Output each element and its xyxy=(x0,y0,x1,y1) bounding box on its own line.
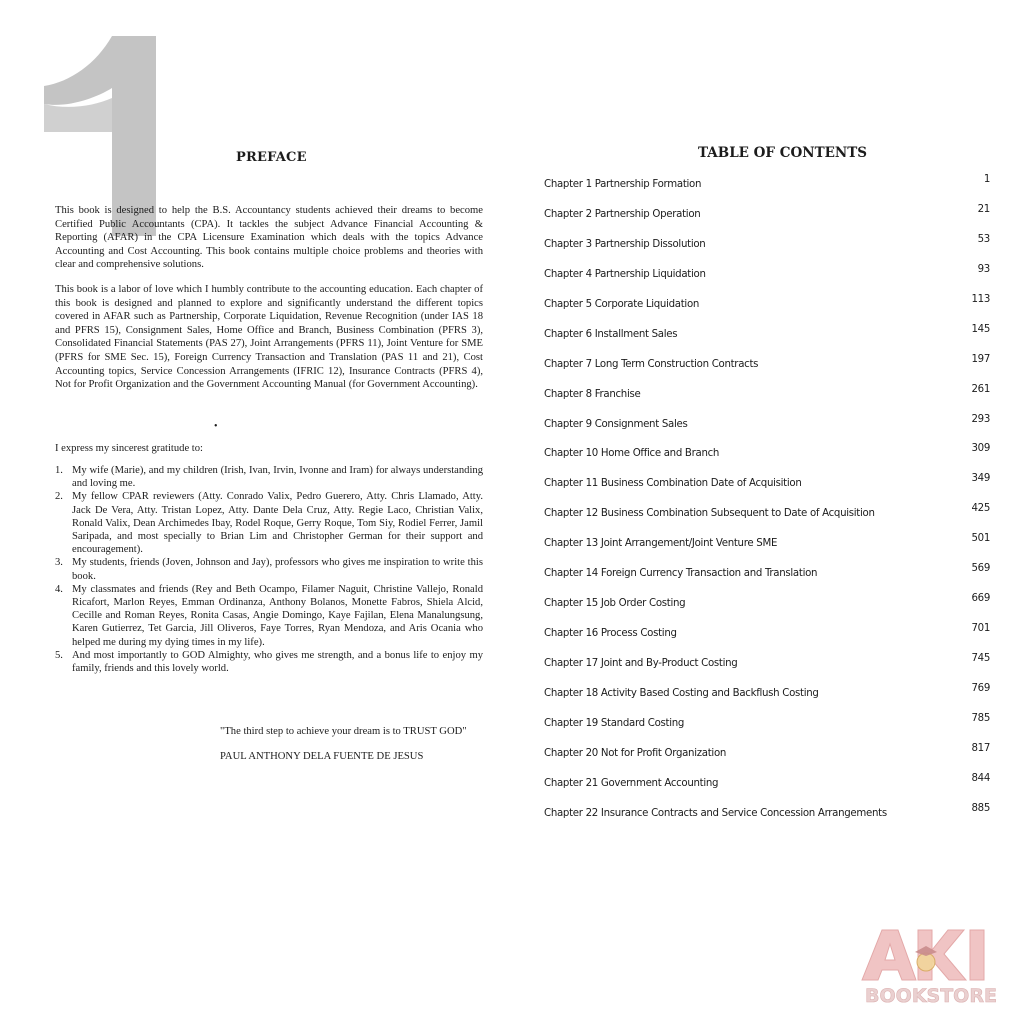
preface-paragraph-2: This book is a labor of love which I humbly contribute to the accounting education. Each chapter of this book is designed and planned to explore and significantly understand the different topics covered in AFAR such as Partnership, Corporate Liquidation, Revenue Recognition (under IAS 18 and PFRS 15), Consignment Sales, Home Office and Branch, Business Combination (PFRS 3), Consolidated Financial Statements (PAS 27), Joint Arrangements (PFRS 11), Joint Venture for SME (PFRS for SME Sec. 15), Foreign Currency Transaction and Translation (PAS 11 and 21), Cost Accounting topics, Service Concession Arrangements (IFRIC 12), Insurance Contracts (PFRS 4), Not for Profit Organization and the Government Accounting Manual (for Government Accounting). xyxy=(55,284,483,391)
toc-entry xyxy=(544,711,994,741)
list-item xyxy=(55,464,483,490)
toc-chapter-title: Chapter 22 Insurance Contracts and Service Concession Arrangements xyxy=(544,807,887,819)
toc-chapter-title: Chapter 1 Partnership Formation xyxy=(544,179,702,190)
toc-page-number: 844 xyxy=(971,772,990,784)
toc-page-number: 885 xyxy=(971,802,990,814)
toc-page-number: 261 xyxy=(971,383,990,395)
toc-entry xyxy=(544,322,994,352)
toc-page-number: 701 xyxy=(971,623,990,635)
toc-entry xyxy=(544,232,994,262)
toc-chapter-title: Chapter 7 Long Term Construction Contracts xyxy=(544,358,759,370)
toc-chapter-title: Chapter 10 Home Office and Branch xyxy=(544,448,720,460)
toc-page-number: 669 xyxy=(971,593,990,605)
toc-entry xyxy=(544,262,994,292)
list-item-text: My students, friends (Joven, Johnson and Jay), professors who gives me inspiration to write this book. xyxy=(72,557,483,582)
toc-entry xyxy=(544,202,994,232)
toc-entry xyxy=(544,771,994,801)
toc-page-number: 769 xyxy=(971,682,990,694)
toc-chapter-title: Chapter 13 Joint Arrangement/Joint Venture SME xyxy=(544,538,778,550)
toc-entry xyxy=(544,591,994,621)
toc-entry xyxy=(544,651,994,681)
toc-page-number: 501 xyxy=(971,533,990,545)
toc-entry xyxy=(544,352,994,382)
toc-page-number: 745 xyxy=(971,653,990,664)
toc-page-number: 145 xyxy=(971,323,990,335)
list-item-text: My classmates and friends (Rey and Beth Ocampo, Filamer Naguit, Christine Vallejo, Ronald Ricafort, Marlon Reyes, Emman Ordinanza, Anthony Bolanos, Monette Fabros, Shiela Alcid, Cecille and Roman Reyes, Ronita Casas, Angie Domingo, Kaye Fajilan, Elena Manalungsung, Karen Gutierrez, Tet Garcia, Jill Oliveros, Faye Torres, Ryan Mendoza, and Aris Ocania who helped me during my dying times in my life). xyxy=(72,583,483,648)
toc-page-number: 817 xyxy=(971,742,990,754)
toc-page-number: 785 xyxy=(971,712,990,724)
toc-page-number: 569 xyxy=(971,563,990,575)
toc-chapter-title: Chapter 4 Partnership Liquidation xyxy=(544,268,706,280)
list-item xyxy=(55,583,483,649)
toc-entry xyxy=(544,441,994,471)
toc-title: TABLE OF CONTENTS xyxy=(698,145,868,161)
toc-chapter-title: Chapter 21 Government Accounting xyxy=(544,777,719,789)
list-item-text: My fellow CPAR reviewers (Atty. Conrado Valix, Pedro Guerero, Atty. Chris Llamado, Atty. Jack De Vera, Atty. Tristan Lopez, Atty. Dante Dela Cruz, Atty. Regie Laco, Christian Valix, Ronald Valix, Dean Archimedes Ibay, Rodel Roque, Gerry Roque, Tom Siy, Rodiel Ferrer, Jamil Saripada, and most specially to Brian Lim and Christopher German for their support and encouragement). xyxy=(72,491,483,556)
toc-entry xyxy=(544,681,994,711)
bookstore-watermark-logo xyxy=(856,918,1006,1008)
toc-chapter-title: Chapter 20 Not for Profit Organization xyxy=(544,747,727,759)
toc-chapter-title: Chapter 5 Corporate Liquidation xyxy=(544,298,700,310)
toc-entry xyxy=(544,382,994,412)
list-item-text: My wife (Marie), and my children (Irish, Ivan, Irvin, Ivonne and Iram) for always understanding and loving me. xyxy=(72,465,483,490)
toc-entry xyxy=(544,741,994,771)
toc-page-number: 349 xyxy=(971,473,990,485)
preface-title: PREFACE xyxy=(236,150,307,165)
toc-page-number: 53 xyxy=(977,233,990,245)
toc-chapter-title: Chapter 16 Process Costing xyxy=(544,628,677,640)
toc-entry xyxy=(544,292,994,322)
toc-page-number: 113 xyxy=(971,293,990,305)
toc-chapter-title: Chapter 17 Joint and By-Product Costing xyxy=(544,658,738,669)
toc-list xyxy=(544,172,994,831)
toc-entry xyxy=(544,501,994,531)
toc-chapter-title: Chapter 12 Business Combination Subsequent to Date of Acquisition xyxy=(544,508,875,520)
list-item xyxy=(55,649,483,675)
toc-page-number: 21 xyxy=(977,203,990,215)
toc-chapter-title: Chapter 2 Partnership Operation xyxy=(544,208,701,220)
toc-chapter-title: Chapter 18 Activity Based Costing and Backflush Costing xyxy=(544,687,819,699)
section-separator: • xyxy=(214,421,218,432)
list-item-number: 3. xyxy=(55,557,63,569)
list-item xyxy=(55,556,483,582)
gratitude-intro: I express my sincerest gratitude to: xyxy=(55,443,203,454)
toc-chapter-title: Chapter 14 Foreign Currency Transaction and Translation xyxy=(544,568,818,580)
toc-page-number: 293 xyxy=(971,413,990,425)
closing-quote: "The third step to achieve your dream is to TRUST GOD" xyxy=(220,726,467,737)
list-item-number: 4. xyxy=(55,583,63,595)
author-name: PAUL ANTHONY DELA FUENTE DE JESUS xyxy=(220,751,424,762)
watermark-text: BOOKSTORE xyxy=(865,985,997,1007)
toc-chapter-title: Chapter 15 Job Order Costing xyxy=(544,598,686,610)
toc-entry xyxy=(544,172,994,202)
list-item-number: 2. xyxy=(55,491,63,503)
toc-chapter-title: Chapter 8 Franchise xyxy=(544,388,641,400)
toc-entry xyxy=(544,801,994,831)
toc-chapter-title: Chapter 9 Consignment Sales xyxy=(544,418,688,430)
toc-page-number: 197 xyxy=(971,353,990,365)
toc-entry xyxy=(544,621,994,651)
toc-chapter-title: Chapter 11 Business Combination Date of Acquisition xyxy=(544,478,802,490)
toc-entry xyxy=(544,561,994,591)
list-item-number: 5. xyxy=(55,649,63,661)
toc-page-number: 1 xyxy=(983,174,990,185)
toc-page-number: 93 xyxy=(977,263,990,275)
list-item-text: And most importantly to GOD Almighty, who gives me strength, and a bonus life to enjoy my family, friends and this lovely world. xyxy=(72,649,483,675)
toc-chapter-title: Chapter 6 Installment Sales xyxy=(544,328,678,340)
toc-entry xyxy=(544,471,994,501)
list-item-number: 1. xyxy=(55,465,63,476)
toc-page-number: 309 xyxy=(971,443,990,455)
aki-bookstore-logo xyxy=(856,918,1006,1008)
gratitude-list xyxy=(55,464,483,675)
toc-chapter-title: Chapter 3 Partnership Dissolution xyxy=(544,238,706,250)
toc-entry xyxy=(544,412,994,442)
preface-paragraph-1: This book is designed to help the B.S. Accountancy students achieved their dreams to become Certified Public Accountants (CPA). It tackles the subject Advance Financial Accounting & Reporting (AFAR) in the CPA Licensure Examination which deals with the topics Advance Accounting and Cost Accounting. This book contains multiple choice problems and theories with clear and comprehensive solutions. xyxy=(55,205,483,271)
toc-entry xyxy=(544,531,994,561)
list-item xyxy=(55,490,483,556)
toc-page-number: 425 xyxy=(971,503,990,515)
toc-chapter-title: Chapter 19 Standard Costing xyxy=(544,717,685,729)
